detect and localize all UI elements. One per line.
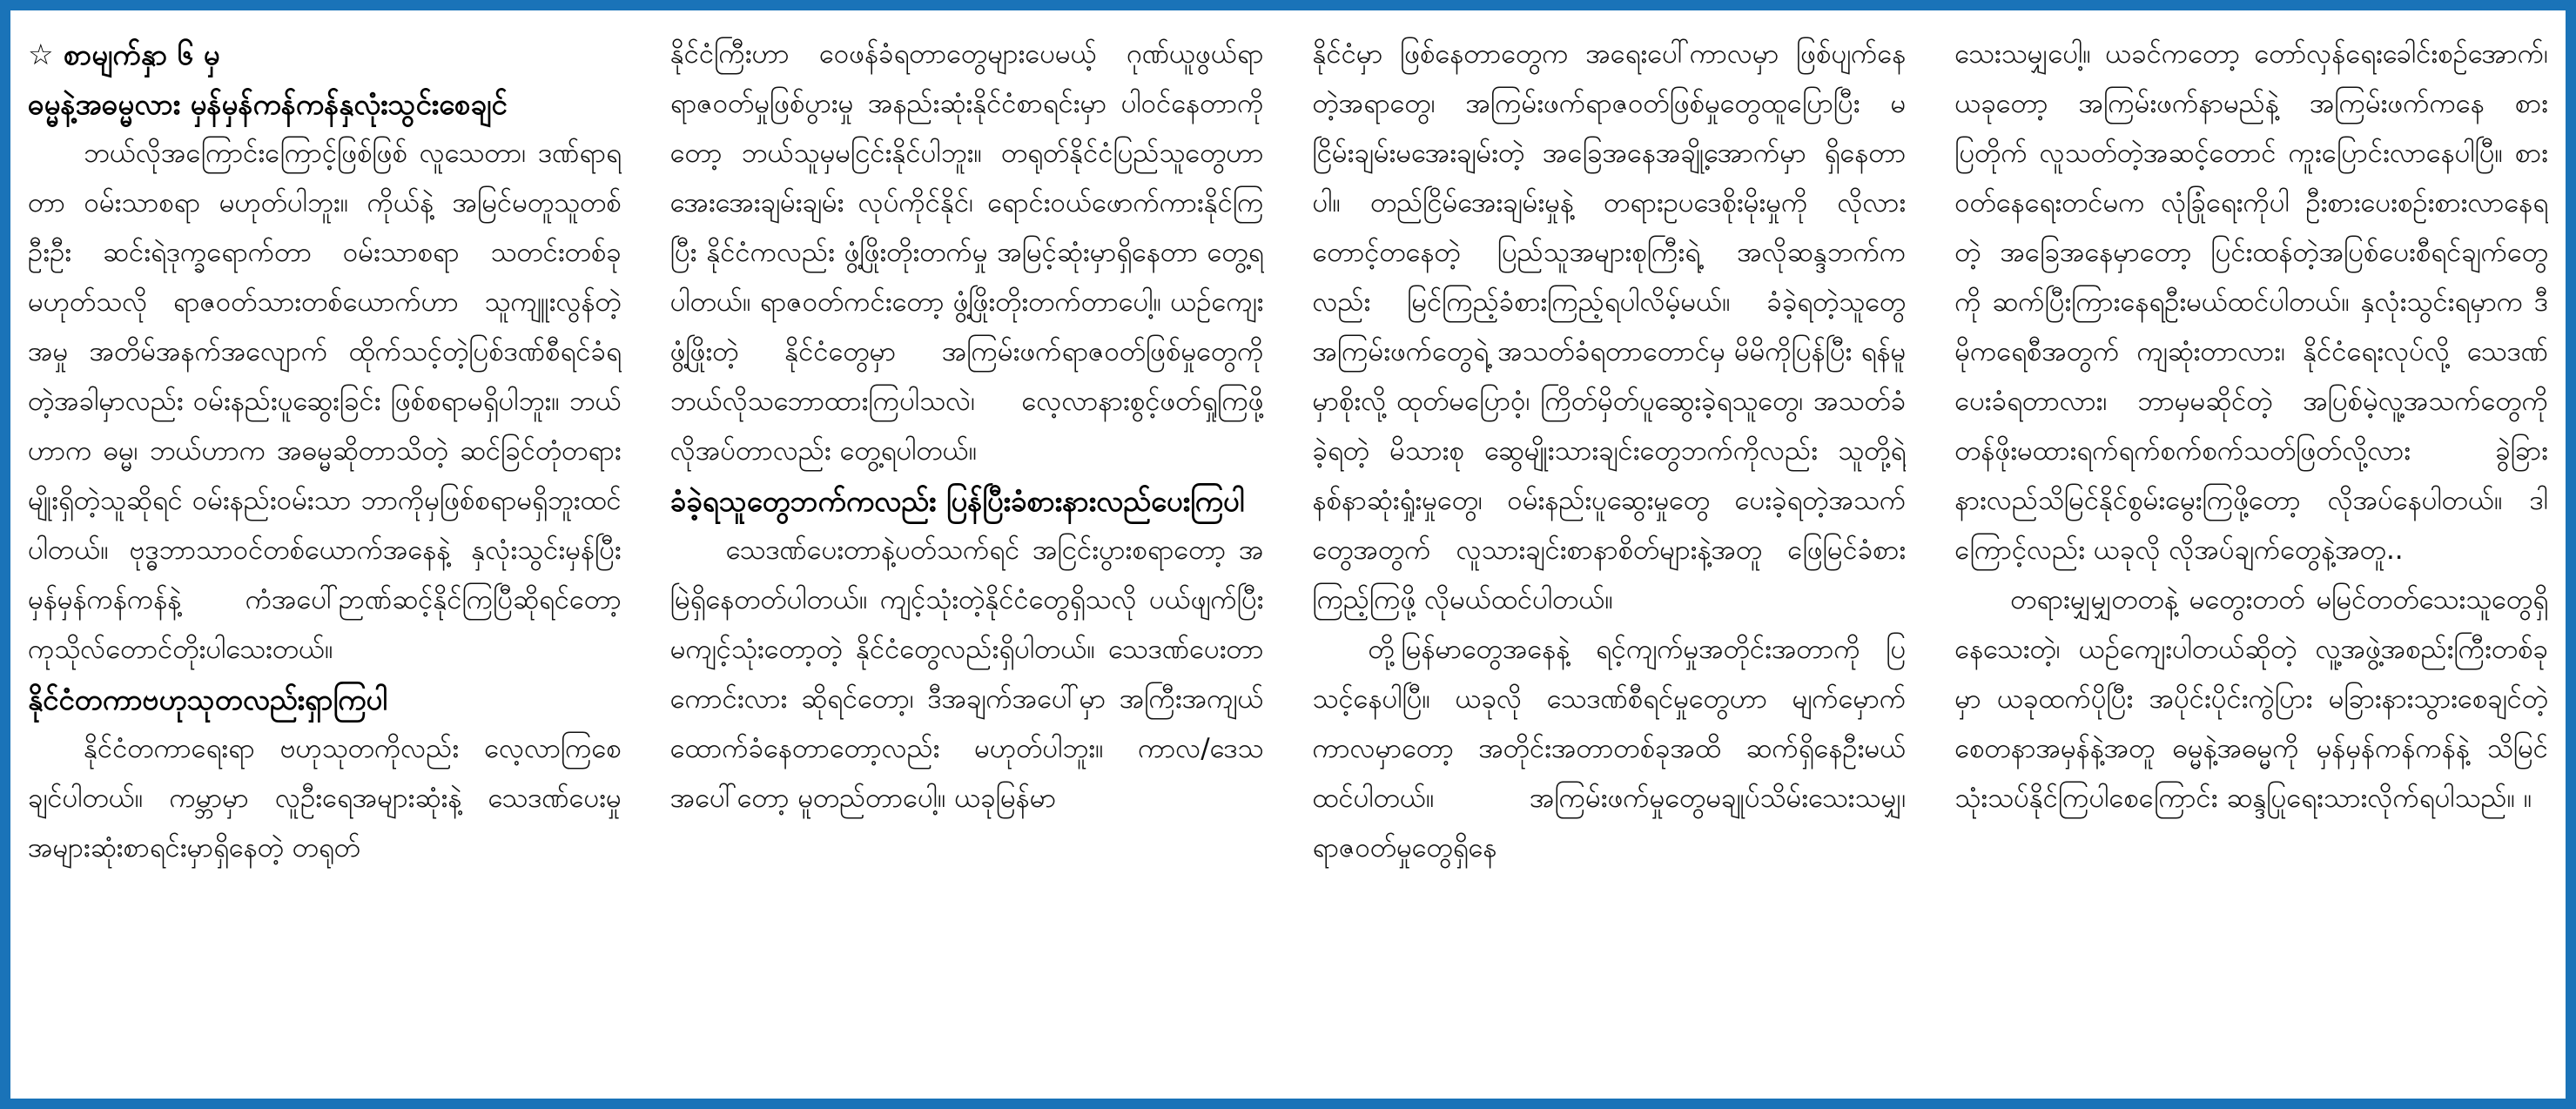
article-title: ဓမ္မနဲ့အဓမ္မလား မှန်မှန်ကန်ကန်နှလုံးသွင်းစေချင် [28, 87, 508, 121]
section-heading: ခံခဲ့ရသူတွေဘက်ကလည်း ပြန်ပြီးခံစားနားလည်ပေးကြပါ [669, 484, 1245, 518]
column-4 [1954, 30, 2548, 1099]
section-heading: နိုင်ငံတကာဗဟုသုတလည်းရှာကြပါ [28, 682, 387, 716]
paragraph: နိုင်ငံမှာ ဖြစ်နေတာတွေက အရေးပေါ်ကာလမှာ ဖြစ်ပျက်နေတဲ့အရာတွေ၊ အကြမ်းဖက်ရာဇဝတ်ဖြစ်မှုတွေထူပြောပြီး မငြိမ်းချမ်းမအေးချမ်းတဲ့ အခြေအနေအချို့အောက်မှာ ရှိနေတာပါ။ တည်ငြိမ်အေးချမ်းမှုနဲ့ တရားဥပဒေစိုးမိုးမှုကို လိုလားတောင့်တနေတဲ့ ပြည်သူအများစုကြီးရဲ့ အလိုဆန္ဒဘက်ကလည်း မြင်ကြည့်ခံစားကြည့်ရပါလိမ့်မယ်။ ခံခဲ့ရတဲ့သူတွေ အကြမ်းဖက်တွေရဲ့ အသတ်ခံရတာတောင်မှ မိမိကိုပြန်ပြီး ရန်မူမှာစိုးလို့ ထုတ်မပြောဝံ့၊ ကြိတ်မှိတ်ပူဆွေးခဲ့ရသူတွေ၊ အသတ်ခံခဲ့ရတဲ့ မိသားစု ဆွေမျိုးသားချင်းတွေဘက်ကိုလည်း သူတို့ရဲ့နစ်နာဆုံးရှုံးမှုတွေ၊ ဝမ်းနည်းပူဆွေးမှုတွေ ပေးခဲ့ရတဲ့အသက်တွေအတွက် လူသားချင်းစာနာစိတ်များနဲ့အတူ ဖြေမြင်ခံစားကြည့်ကြဖို့ လိုမယ်ထင်ပါတယ်။ [1312, 38, 1907, 615]
paragraph: တို့မြန်မာတွေအနေနဲ့ ရင့်ကျက်မှုအတိုင်းအတာကို ပြသင့်နေပါပြီ။ ယခုလို သေဒဏ်စီရင်မှုတွေဟာ မျက်မှောက်ကာလမှာတော့ အတိုင်းအတာတစ်ခုအထိ ဆက်ရှိနေဦးမယ်ထင်ပါတယ်။ အကြမ်းဖက်မှုတွေမချုပ်သိမ်းသေးသမျှ၊ ရာဇဝတ်မှုတွေရှိနေ [1312, 634, 1907, 864]
article-columns [28, 30, 2548, 1099]
column-2 [670, 30, 1264, 1099]
paragraph: သေဒဏ်ပေးတာနဲ့ပတ်သက်ရင် အငြင်းပွားစရာတော့ အမြဲရှိနေတတ်ပါတယ်။ ကျင့်သုံးတဲ့နိုင်ငံတွေရှိသလို ပယ်ဖျက်ပြီး မကျင့်သုံးတော့တဲ့ နိုင်ငံတွေလည်းရှိပါတယ်။ သေဒဏ်ပေးတာကောင်းလား ဆိုရင်တော့၊ ဒီအချက်အပေါ်မှာ အကြီးအကျယ်ထောက်ခံနေတာတော့လည်း မဟုတ်ပါဘူး။ ကာလ/ဒေသအပေါ်တော့ မူတည်တာပေါ့။ ယခုမြန်မာ [669, 534, 1264, 814]
continued-from-kicker: ☆ စာမျက်နှာ ၆ မှ [28, 37, 220, 71]
paragraph: တရားမျှမျှတတနဲ့ မတွေးတတ် မမြင်တတ်သေးသူတွေရှိနေသေးတဲ့၊ ယဉ်ကျေးပါတယ်ဆိုတဲ့ လူ့အဖွဲ့အစည်းကြီးတစ်ခုမှာ ယခုထက်ပိုပြီး အပိုင်းပိုင်းကွဲပြား မခြားနားသွားစေချင်တဲ့ စေတနာအမှန်နဲ့အတူ ဓမ္မနဲ့အဓမ္မကို မှန်မှန်ကန်ကန်နဲ့ သိမြင်သုံးသပ်နိုင်ကြပါစေကြောင်း ဆန္ဒပြုရေးသားလိုက်ရပါသည်။ ။ [1954, 584, 2548, 814]
column-1 [28, 30, 622, 1099]
column-3 [1313, 30, 1907, 1099]
paragraph: နိုင်ငံတကာရေးရာ ဗဟုသုတကိုလည်း လေ့လာကြစေချင်ပါတယ်။ ကမ္ဘာမှာ လူဦးရေအများဆုံးနဲ့ သေဒဏ်ပေးမှုအများဆုံးစာရင်းမှာရှိနေတဲ့ တရုတ် [28, 733, 622, 864]
paragraph: နိုင်ငံကြီးဟာ ဝေဖန်ခံရတာတွေများပေမယ့် ဂုဏ်ယူဖွယ်ရာ ရာဇဝတ်မှုဖြစ်ပွားမှု အနည်းဆုံးနိုင်ငံစာရင်းမှာ ပါဝင်နေတာကိုတော့ ဘယ်သူမှမငြင်းနိုင်ပါဘူး။ တရုတ်နိုင်ငံပြည်သူတွေဟာ အေးအေးချမ်းချမ်း လုပ်ကိုင်နိုင်၊ ရောင်းဝယ်ဖောက်ကားနိုင်ကြပြီး နိုင်ငံကလည်း ဖွံ့ဖြိုးတိုးတက်မှု အမြင့်ဆုံးမှာရှိနေတာ တွေ့ရပါတယ်။ ရာဇဝတ်ကင်းတော့ ဖွံ့ဖြိုးတိုးတက်တာပေါ့။ ယဉ်ကျေးဖွံ့ဖြိုးတဲ့ နိုင်ငံတွေမှာ အကြမ်းဖက်ရာဇဝတ်ဖြစ်မှုတွေကို ဘယ်လိုသဘောထားကြပါသလဲ၊ လေ့လာနားစွင့်ဖတ်ရှုကြဖို့ လိုအပ်တာလည်း တွေ့ရပါတယ်။ [669, 38, 1264, 467]
page-frame [10, 10, 2566, 1099]
paragraph: ဘယ်လိုအကြောင်းကြောင့်ဖြစ်ဖြစ် လူသေတာ၊ ဒဏ်ရာရတာ ဝမ်းသာစရာ မဟုတ်ပါဘူး။ ကိုယ်နဲ့ အမြင်မတူသူတစ်ဦးဦး ဆင်းရဲဒုက္ခရောက်တာ ဝမ်းသာစရာ သတင်းတစ်ခုမဟုတ်သလို ရာဇဝတ်သားတစ်ယောက်ဟာ သူကျူးလွန်တဲ့အမှု အတိမ်အနက်အလျောက် ထိုက်သင့်တဲ့ပြစ်ဒဏ်စီရင်ခံရတဲ့အခါမှာလည်း ဝမ်းနည်းပူဆွေးခြင်း ဖြစ်စရာမရှိပါဘူး။ ဘယ်ဟာက ဓမ္မ၊ ဘယ်ဟာက အဓမ္မဆိုတာသိတဲ့ ဆင်ခြင်တုံတရားမျိုးရှိတဲ့သူဆိုရင် ဝမ်းနည်းဝမ်းသာ ဘာကိုမှဖြစ်စရာမရှိဘူးထင်ပါတယ်။ ဗုဒ္ဓဘာသာဝင်တစ်ယောက်အနေနဲ့ နှလုံးသွင်းမှန်ပြီး မှန်မှန်ကန်ကန်နဲ့ ကံအပေါ်ဉာဏ်ဆင့်နိုင်ကြပြီဆိုရင်တော့ ကုသိုလ်တောင်တိုးပါသေးတယ်။ [28, 138, 622, 665]
paragraph: သေးသမျှပေါ့။ ယခင်ကတော့ တော်လှန်ရေးခေါင်းစဉ်အောက်၊ ယခုတော့ အကြမ်းဖက်နာမည်နဲ့ အကြမ်းဖက်ကနေ စားပြတိုက် လူသတ်တဲ့အဆင့်တောင် ကူးပြောင်းလာနေပါပြီ။ စားဝတ်နေရေးတင်မက လုံခြုံရေးကိုပါ ဦးစားပေးစဉ်းစားလာနေရတဲ့ အခြေအနေမှာတော့ ပြင်းထန်တဲ့အပြစ်ပေးစီရင်ချက်တွေကို ဆက်ပြီးကြားနေရဦးမယ်ထင်ပါတယ်။ နှလုံးသွင်းရမှာက ဒီမိုကရေစီအတွက် ကျဆုံးတာလား၊ နိုင်ငံရေးလုပ်လို့ သေဒဏ်ပေးခံရတာလား၊ ဘာမှမဆိုင်တဲ့ အပြစ်မဲ့လူ့အသက်တွေကို တန်ဖိုးမထားရက်ရက်စက်စက်သတ်ဖြတ်လို့လား ခွဲခြားနားလည်သိမြင်နိုင်စွမ်းမွေးကြဖို့တော့ လိုအပ်နေပါတယ်။ ဒါကြောင့်လည်း ယခုလို လိုအပ်ချက်တွေနဲ့အတူ.. [1954, 38, 2548, 566]
